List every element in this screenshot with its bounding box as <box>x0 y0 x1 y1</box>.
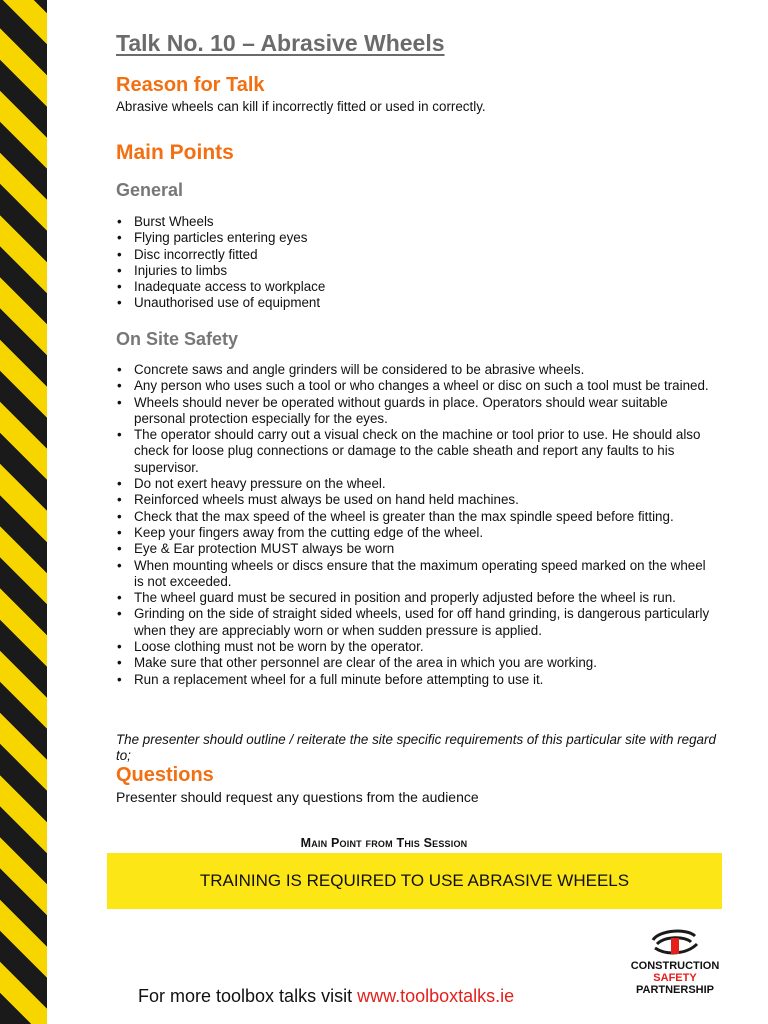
list-item: • Check that the max speed of the wheel is greater than the max spindle speed before fitting. <box>116 509 716 525</box>
presenter-note: The presenter should outline / reiterate the site specific requirements of this particular site with regard to; <box>116 732 716 763</box>
list-item: • Loose clothing must not be worn by the operator. <box>116 639 716 655</box>
list-item: • Flying particles entering eyes <box>116 230 716 246</box>
footer <box>138 986 514 1007</box>
general-list <box>116 214 716 312</box>
logo-line-2: SAFETY <box>653 972 697 984</box>
list-item: • Concrete saws and angle grinders will be considered to be abrasive wheels. <box>116 362 716 378</box>
list-item: • Unauthorised use of equipment <box>116 295 716 311</box>
list-item: • Eye & Ear protection MUST always be worn <box>116 541 716 557</box>
key-message-banner <box>107 853 722 909</box>
list-item: • Disc incorrectly fitted <box>116 247 716 263</box>
list-item: • Any person who uses such a tool or who changes a wheel or disc on such a tool must be trained. <box>116 378 716 394</box>
list-item: • Grinding on the side of straight sided wheels, used for off hand grinding, is dangerous particularly when they are appreciably worn or when sudden pressure is applied. <box>116 606 716 639</box>
list-item: • Injuries to limbs <box>116 263 716 279</box>
csp-logo-icon <box>647 926 703 960</box>
list-item: • Inadequate access to workplace <box>116 279 716 295</box>
on-site-list <box>116 362 716 688</box>
footer-link[interactable]: www.toolboxtalks.ie <box>357 986 515 1006</box>
general-heading: General <box>116 180 184 200</box>
page-title: Talk No. 10 – Abrasive Wheels <box>116 30 445 56</box>
list-item: • Run a replacement wheel for a full minute before attempting to use it. <box>116 672 716 688</box>
reason-text: Abrasive wheels can kill if incorrectly fitted or used in correctly. <box>116 99 486 114</box>
footer-prefix: For more toolbox talks visit <box>138 986 358 1006</box>
main-point-label: Main Point from This Session <box>300 836 468 850</box>
list-item: • When mounting wheels or discs ensure that the maximum operating speed marked on the wheel is not exceeded. <box>116 558 716 591</box>
on-site-heading: On Site Safety <box>116 329 239 349</box>
banner-text: TRAINING IS REQUIRED TO USE ABRASIVE WHEELS <box>199 871 630 890</box>
main-points-heading: Main Points <box>116 141 234 164</box>
list-item: • The operator should carry out a visual check on the machine or tool prior to use. He should also check for loose plug connections or damage to the cable sheath and report any faults to his supervisor. <box>116 427 716 476</box>
list-item: • Keep your fingers away from the cutting edge of the wheel. <box>116 525 716 541</box>
list-item: • Wheels should never be operated without guards in place. Operators should wear suitable personal protection especially for the eyes. <box>116 395 716 428</box>
questions-heading: Questions <box>116 764 214 786</box>
list-item: • Burst Wheels <box>116 214 716 230</box>
logo-line-3: PARTNERSHIP <box>635 984 715 996</box>
reason-heading: Reason for Talk <box>116 74 265 96</box>
list-item: • Do not exert heavy pressure on the wheel. <box>116 476 716 492</box>
csp-logo <box>620 926 730 996</box>
list-item: • Make sure that other personnel are clear of the area in which you are working. <box>116 655 716 671</box>
logo-line-1: CONSTRUCTION <box>630 960 720 972</box>
list-item: • The wheel guard must be secured in position and properly adjusted before the wheel is run. <box>116 590 716 606</box>
questions-text: Presenter should request any questions from the audience <box>116 789 479 805</box>
list-item: • Reinforced wheels must always be used on hand held machines. <box>116 492 716 508</box>
hazard-stripe-bar <box>0 0 47 1024</box>
